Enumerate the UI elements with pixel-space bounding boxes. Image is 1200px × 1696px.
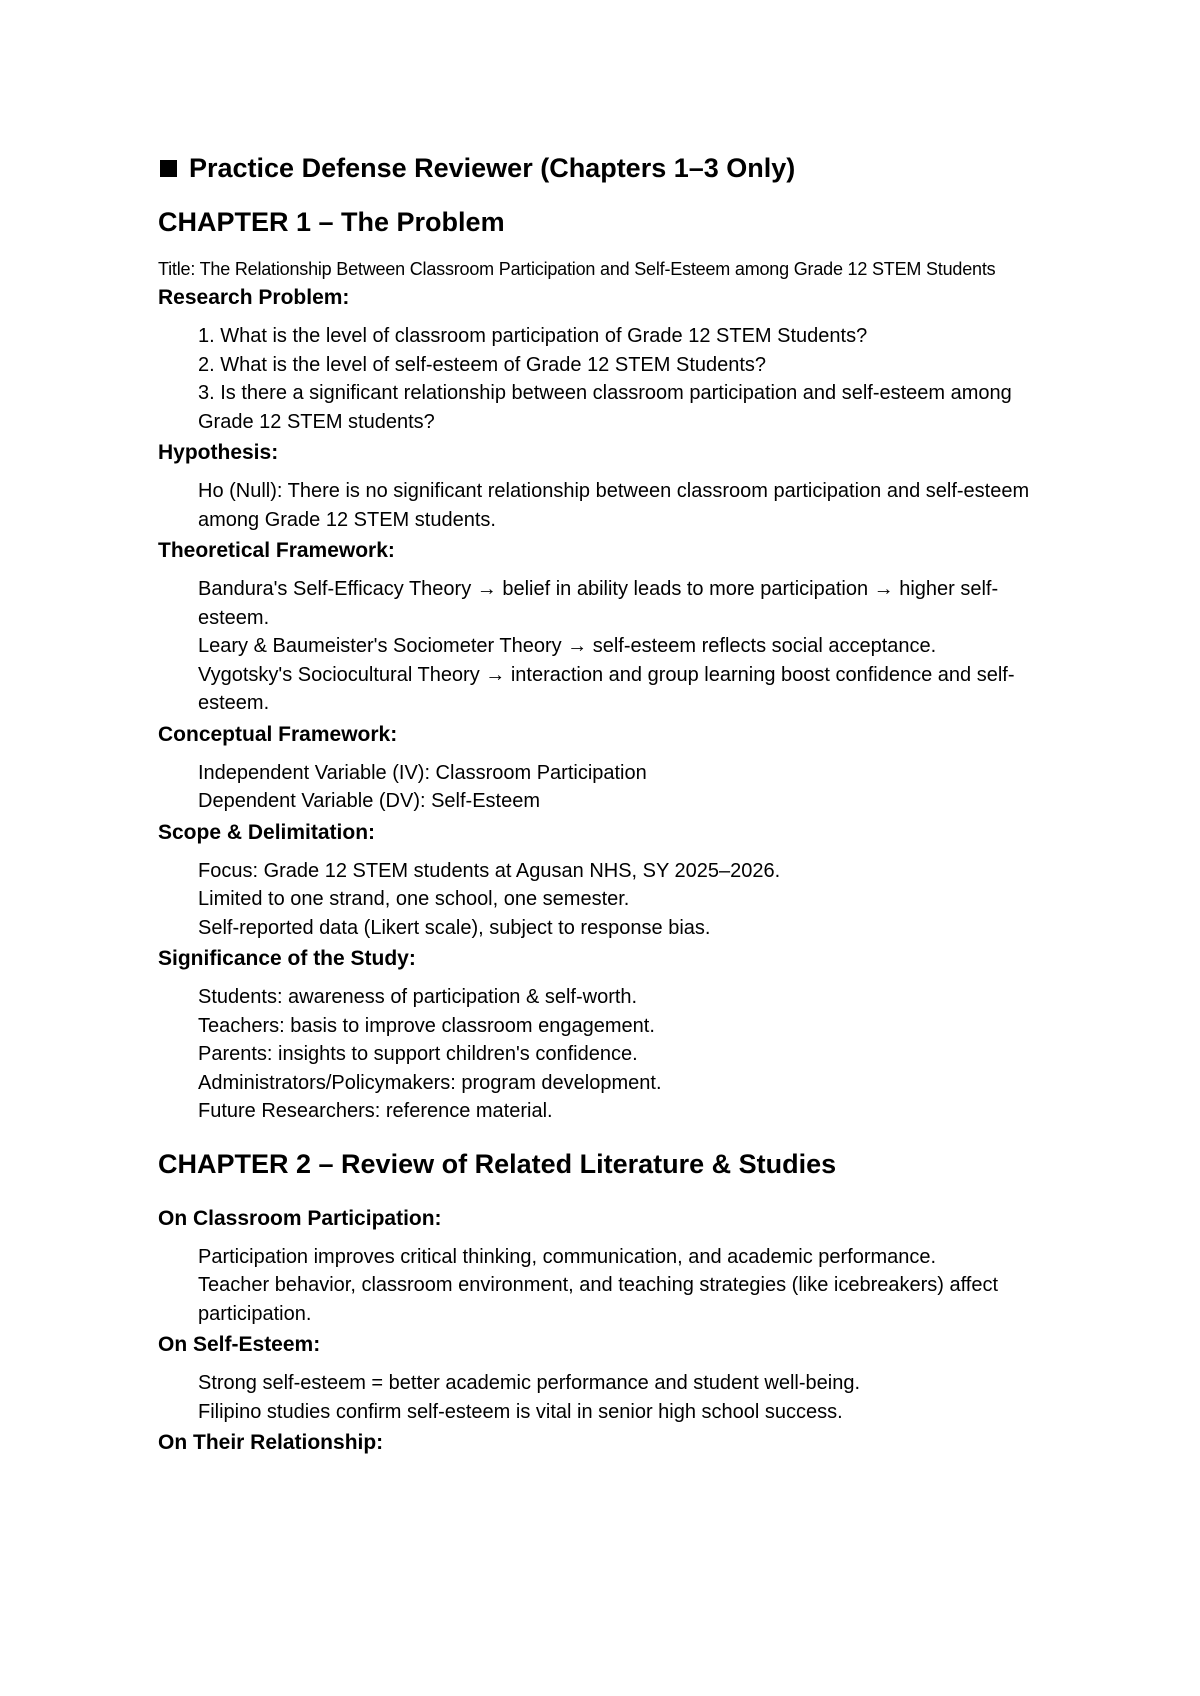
significance-list [198, 983, 1058, 1126]
hypothesis-list [198, 477, 1058, 534]
research-problem-list [198, 322, 1058, 436]
list-item: Parents: insights to support children's confidence. [198, 1043, 638, 1065]
list-item: Self-reported data (Likert scale), subject to response bias. [198, 916, 711, 939]
chapter-1-heading: CHAPTER 1 – The Problem [158, 207, 505, 237]
list-item: Independent Variable (IV): Classroom Participation [198, 761, 647, 784]
chapter-2-heading: CHAPTER 2 – Review of Related Literature & Studies [158, 1148, 837, 1179]
list-item: Filipino studies confirm self-esteem is vital in senior high school success. [198, 1400, 843, 1423]
list-item: Focus: Grade 12 STEM students at Agusan NHS, SY 2025–2026. [198, 859, 781, 882]
list-item: 1. What is the level of classroom participation of Grade 12 STEM Students? [198, 325, 868, 347]
theoretical-framework-list [198, 575, 1058, 718]
list-item: Limited to one strand, one school, one semester. [198, 888, 630, 910]
list-item: Strong self-esteem = better academic performance and student well-being. [198, 1372, 861, 1394]
conceptual-framework-heading: Conceptual Framework: [158, 722, 398, 746]
relationship-heading: On Their Relationship: [158, 1431, 384, 1454]
theoretical-framework-heading: Theoretical Framework: [158, 539, 395, 562]
document-page [158, 150, 1058, 1457]
list-item: 2. What is the level of self-esteem of Grade 12 STEM Students? [198, 353, 767, 376]
significance-heading: Significance of the Study: [158, 947, 416, 970]
hypothesis-heading: Hypothesis: [158, 441, 279, 464]
square-bullet-icon [160, 160, 177, 177]
list-item: Future Researchers: reference material. [198, 1100, 553, 1122]
conceptual-framework-list [198, 759, 1058, 816]
document-title-text: Practice Defense Reviewer (Chapters 1–3 Only) [189, 153, 796, 183]
list-item: Leary & Baumeister's Sociometer Theory → self-esteem reflects social acceptance. [198, 635, 937, 657]
classroom-participation-heading: On Classroom Participation: [158, 1206, 442, 1230]
self-esteem-heading: On Self-Esteem: [158, 1333, 321, 1356]
list-item: Dependent Variable (DV): Self-Esteem [198, 790, 541, 812]
document-title [158, 150, 1058, 186]
list-item: Participation improves critical thinking, communication, and academic performance. [198, 1245, 937, 1268]
classroom-participation-list [198, 1243, 1058, 1329]
list-item: Students: awareness of participation & self-worth. [198, 986, 638, 1008]
list-item: Bandura's Self-Efficacy Theory → belief in ability leads to more participation → higher self-esteem. [198, 578, 999, 629]
list-item: Teachers: basis to improve classroom engagement. [198, 1014, 655, 1037]
list-item: Ho (Null): There is no significant relationship between classroom participation and self-esteem among Grade 12 STEM students. [198, 480, 1030, 531]
list-item: Administrators/Policymakers: program development. [198, 1071, 662, 1094]
list-item: Teacher behavior, classroom environment, and teaching strategies (like icebreakers) affect participation. [198, 1274, 999, 1325]
self-esteem-list [198, 1369, 1058, 1426]
list-item: 3. Is there a significant relationship between classroom participation and self-esteem among Grade 12 STEM students? [198, 382, 1012, 433]
scope-delimitation-heading: Scope & Delimitation: [158, 820, 376, 844]
research-problem-heading: Research Problem: [158, 286, 350, 309]
scope-delimitation-list [198, 857, 1058, 943]
study-title: Title: The Relationship Between Classroom Participation and Self-Esteem among Grade 12 STEM Students [158, 259, 996, 279]
list-item: Vygotsky's Sociocultural Theory → interaction and group learning boost confidence and self-esteem. [198, 663, 1015, 714]
